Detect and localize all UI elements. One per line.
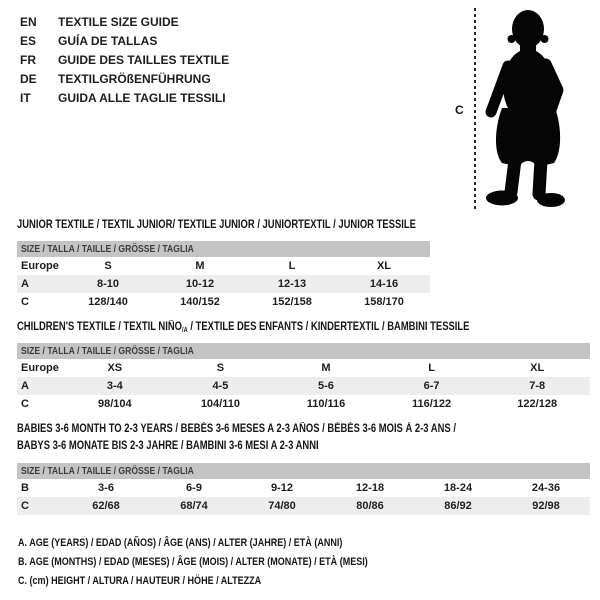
lang-title: GUIDA ALLE TAGLIE TESSILI	[58, 91, 226, 105]
size-cell: S	[216, 362, 225, 374]
size-cell: S	[104, 260, 112, 272]
babies-size-table	[17, 463, 590, 515]
size-cell: 152/158	[272, 296, 312, 308]
size-cell: 5-6	[318, 380, 334, 392]
size-cell: 10-12	[185, 278, 215, 290]
table-row	[17, 257, 430, 275]
size-cell: 24-36	[531, 482, 561, 494]
table-row	[17, 395, 590, 413]
size-cell: 12-13	[277, 278, 307, 290]
size-cell: L	[428, 362, 435, 374]
size-cell: 98/104	[97, 398, 132, 410]
size-cell: 14-16	[369, 278, 399, 290]
size-cell: 4-5	[212, 380, 229, 392]
lang-code: ES	[20, 34, 37, 48]
size-cell: M	[321, 362, 331, 374]
table-row	[17, 377, 590, 395]
table-row	[17, 359, 590, 377]
size-cell: 128/140	[88, 296, 128, 308]
size-cell: 18-24	[443, 482, 473, 494]
row-label: A	[21, 380, 29, 392]
lang-title: TEXTILE SIZE GUIDE	[58, 15, 179, 29]
legend-line-c: C. (cm) HEIGHT / ALTURA / HAUTEUR / HÖHE / ALTEZZA	[18, 575, 262, 587]
lang-row-es	[20, 32, 229, 51]
lang-code: EN	[20, 15, 37, 29]
babies-section-title-line2: BABYS 3-6 MONATE BIS 2-3 JAHRE / BAMBINI 3-6 MESI A 2-3 ANNI	[17, 440, 319, 452]
junior-size-table	[17, 241, 430, 311]
size-cell: 140/152	[180, 296, 220, 308]
table-row	[17, 293, 430, 311]
lang-row-de	[20, 70, 229, 89]
lang-row-fr	[20, 51, 229, 70]
babies-table	[17, 479, 590, 515]
children-size-table	[17, 343, 590, 413]
legend-line-b: B. AGE (MONTHS) / EDAD (MESES) / ÂGE (MOIS) / ALTER (MONATE) / ETÀ (MESI)	[18, 556, 368, 568]
size-header-bar	[17, 343, 590, 359]
size-header-label: SIZE / TALLA / TAILLE / GRÖSSE / TAGLIA	[21, 243, 194, 255]
size-header-label: SIZE / TALLA / TAILLE / GRÖSSE / TAGLIA	[21, 465, 194, 477]
row-label: A	[21, 278, 29, 290]
size-cell: 110/116	[306, 398, 346, 410]
height-measure-label: C	[455, 103, 464, 117]
size-header-bar	[17, 241, 430, 257]
size-cell: 74/80	[268, 500, 296, 512]
lang-row-it	[20, 89, 229, 108]
lang-row-en	[20, 13, 229, 32]
table-row	[17, 275, 430, 293]
lang-code: FR	[20, 53, 36, 67]
table-row	[17, 479, 590, 497]
size-cell: 6-9	[186, 482, 202, 494]
height-measure-dashed-line	[474, 8, 476, 210]
lang-title: GUÍA DE TALLAS	[58, 34, 158, 48]
row-label: Europe	[21, 362, 59, 374]
junior-table	[17, 257, 430, 311]
lang-title: GUIDE DES TAILLES TEXTILE	[58, 53, 230, 67]
size-cell: 158/170	[364, 296, 404, 308]
size-cell: 9-12	[270, 482, 294, 494]
size-cell: 3-4	[106, 380, 123, 392]
children-table	[17, 359, 590, 413]
size-cell: L	[288, 260, 296, 272]
baby-silhouette-icon	[482, 8, 568, 208]
size-cell: 3-6	[98, 482, 114, 494]
size-cell: M	[195, 260, 205, 272]
size-header-bar	[17, 463, 590, 479]
row-label: Europe	[21, 260, 59, 272]
size-cell: 92/98	[532, 500, 560, 512]
size-cell: XS	[107, 362, 123, 374]
size-cell: 8-10	[96, 278, 120, 290]
table-row	[17, 497, 590, 515]
size-cell: 104/110	[200, 398, 240, 410]
size-cell: 122/128	[517, 398, 558, 410]
size-cell: XL	[376, 260, 392, 272]
row-label: C	[21, 296, 29, 308]
size-cell: 68/74	[180, 500, 208, 512]
junior-section-title: JUNIOR TEXTILE / TEXTIL JUNIOR/ TEXTILE JUNIOR / JUNIORTEXTIL / JUNIOR TESSILE	[17, 219, 416, 231]
size-cell: 7-8	[529, 380, 546, 392]
size-header-label: SIZE / TALLA / TAILLE / GRÖSSE / TAGLIA	[21, 345, 194, 357]
size-cell: 62/68	[92, 500, 120, 512]
size-cell: 6-7	[423, 380, 440, 392]
size-cell: 80/86	[356, 500, 384, 512]
size-cell: 12-18	[355, 482, 385, 494]
lang-code: IT	[20, 91, 31, 105]
language-title-list	[20, 13, 229, 108]
legend-line-a: A. AGE (YEARS) / EDAD (AÑOS) / ÂGE (ANS) / ALTER (JAHRE) / ETÀ (ANNI)	[18, 537, 343, 549]
row-label: B	[21, 482, 29, 494]
size-cell: 116/122	[412, 398, 452, 410]
row-label: C	[21, 398, 29, 410]
lang-code: DE	[20, 72, 37, 86]
nino-a-subscript: /A	[182, 327, 188, 334]
row-label: C	[21, 500, 29, 512]
legend	[18, 534, 445, 591]
size-cell: 86/92	[444, 500, 472, 512]
size-cell: XL	[530, 362, 545, 374]
children-section-title: CHILDREN'S TEXTILE / TEXTIL $NIÑO_{/A}$ / TEXTILE DES ENFANTS / KINDERTEXTIL / BAMBINI TESSILE	[17, 321, 470, 334]
lang-title: TEXTILGRÖßENFÜHRUNG	[58, 72, 211, 86]
babies-section-title-line1: BABIES 3-6 MONTH TO 2-3 YEARS / BEBÉS 3-6 MESES A 2-3 AÑOS / BÉBÉS 3-6 MOIS À 2-3 ANS /	[17, 423, 456, 435]
